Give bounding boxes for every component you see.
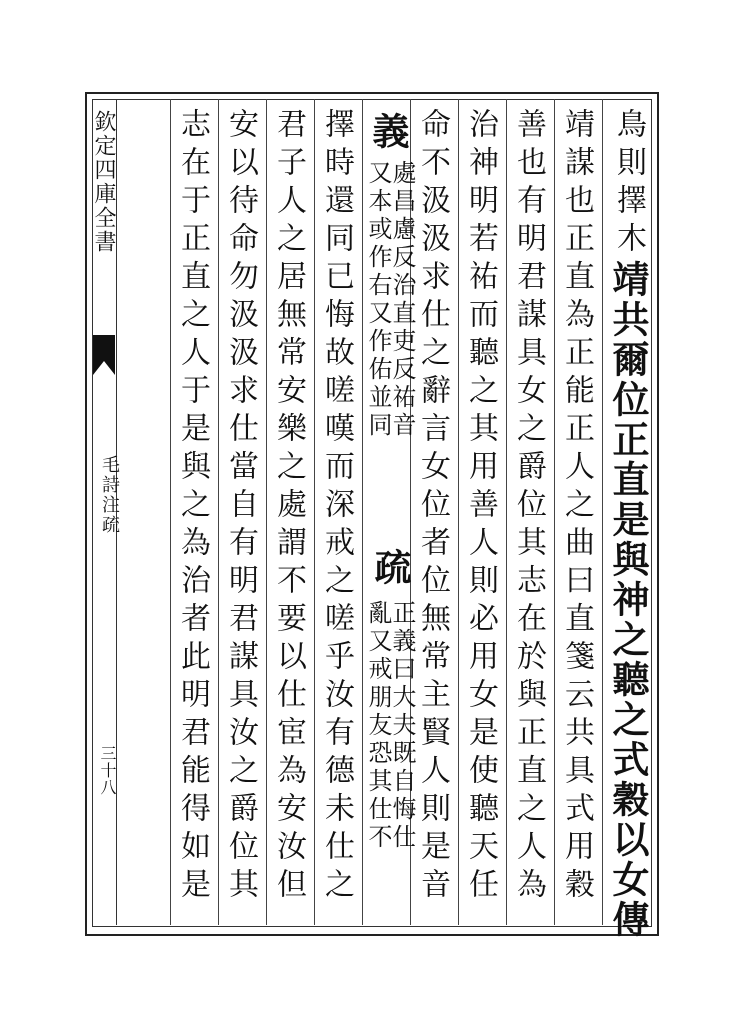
column-rule bbox=[218, 99, 219, 925]
text-column-3: 善也有明君謀具女之爵位其志在於與正直之人為 bbox=[511, 108, 546, 906]
column-text: 義 bbox=[366, 112, 410, 152]
fish-tail-mark bbox=[93, 335, 115, 375]
text-column-10: 志在于正直之人于是與之為治者此明君能得如是 bbox=[175, 108, 210, 906]
column-text: 疏 bbox=[368, 548, 412, 588]
text-column-1 bbox=[606, 108, 650, 940]
text-column-6 bbox=[366, 112, 410, 152]
column-rule bbox=[362, 99, 363, 925]
text-column-9: 安以待命勿汲汲求仕當自有明君謀具汝之爵位其 bbox=[223, 108, 258, 906]
column-rule bbox=[458, 99, 459, 925]
column-rule bbox=[170, 99, 171, 925]
book-name: 毛詩注疏 bbox=[99, 455, 120, 535]
note-line-d: 亂又戒朋友恐其仕不 bbox=[364, 600, 392, 852]
column-rule bbox=[314, 99, 315, 925]
column-rule bbox=[506, 99, 507, 925]
text-column-2: 靖謀也正直為正能正人之曲曰直箋云共具式用穀 bbox=[559, 108, 594, 906]
note-line-c: 正義曰大夫既自悔仕 bbox=[388, 600, 416, 852]
column-rule bbox=[554, 99, 555, 925]
column-rule bbox=[602, 99, 603, 925]
text-column-7: 擇時還同已悔故嗟嘆而深戒之嗟乎汝有德未仕之 bbox=[319, 108, 354, 906]
note-line-a: 處昌慮反治直吏反祐音 bbox=[388, 160, 416, 440]
column-rule bbox=[266, 99, 267, 925]
page-number: 三十八 bbox=[98, 745, 117, 796]
text-column-5: 命不汲汲求仕之辭言女位者位無常主賢人則是音 bbox=[415, 108, 450, 906]
text-column-8: 君子人之居無常安樂之處謂不要以仕宦為安汝但 bbox=[271, 108, 306, 906]
column-text: 鳥則擇木 bbox=[611, 108, 646, 260]
spine-title: 欽定四庫全書 bbox=[91, 110, 116, 254]
note-line-b: 又本或作右又作佑並同 bbox=[364, 160, 392, 440]
shu-marker bbox=[368, 548, 412, 588]
column-text: 靖共爾位正直是與神之聽之式穀以女傳 bbox=[606, 260, 650, 940]
text-column-4: 治神明若祐而聽之其用善人則必用女是使聽天任 bbox=[463, 108, 498, 906]
